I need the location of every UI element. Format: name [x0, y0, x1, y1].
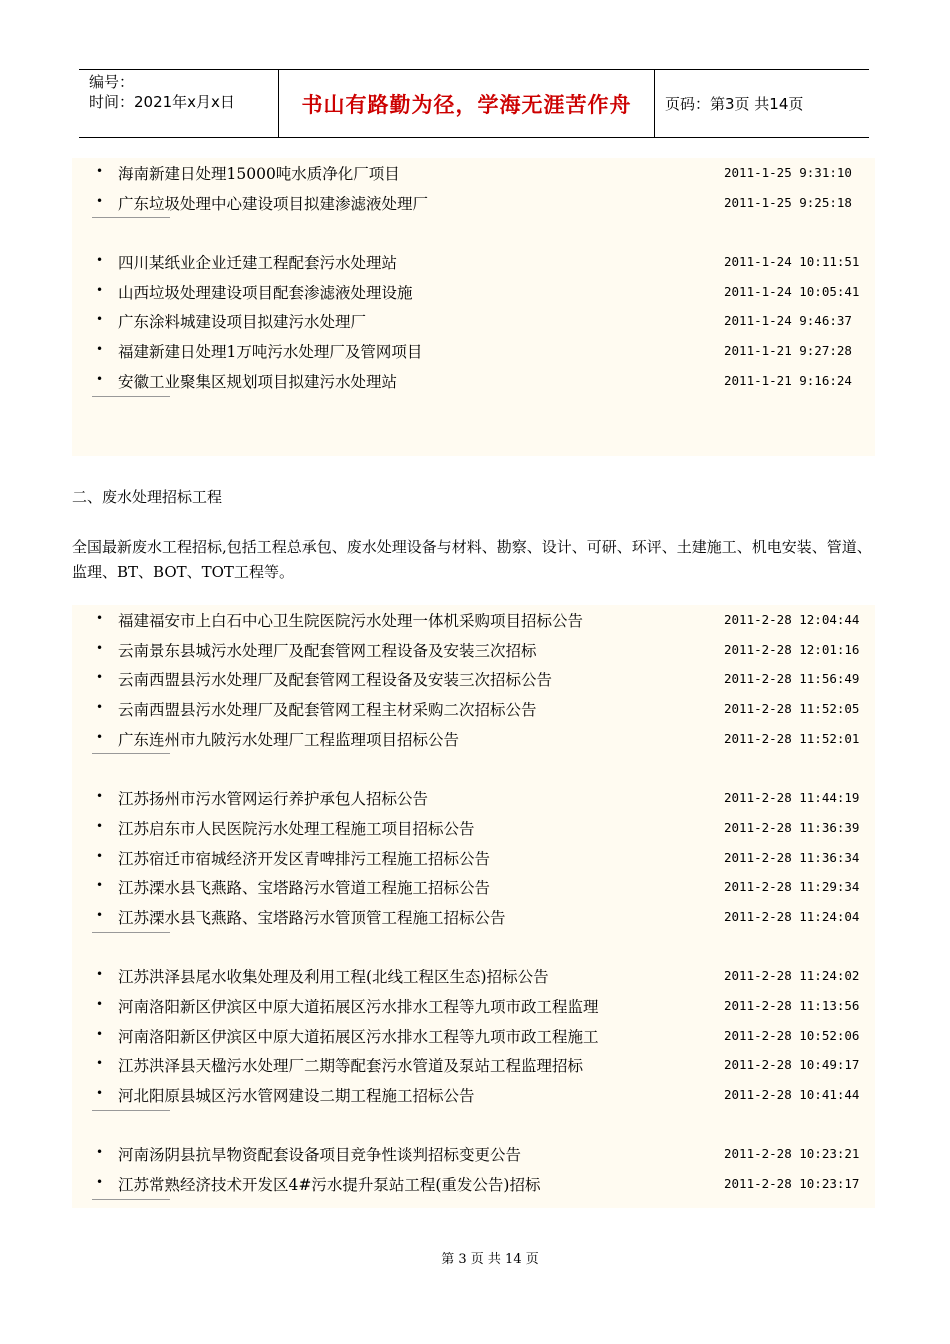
bullet-icon: •: [96, 1056, 104, 1071]
item-timestamp: 2011-1-21 9:27:28: [724, 343, 852, 359]
item-timestamp: 2011-1-25 9:25:18: [724, 194, 852, 210]
tender-list-box: [72, 605, 875, 1208]
bullet-icon: •: [96, 1145, 104, 1160]
list-item[interactable]: [88, 366, 875, 396]
item-timestamp: 2011-2-28 11:52:01: [724, 730, 860, 746]
list-item[interactable]: [88, 1080, 875, 1110]
item-timestamp: 2011-2-28 11:24:02: [724, 968, 860, 984]
bullet-icon: •: [96, 342, 104, 357]
item-timestamp: 2011-2-28 12:04:44: [724, 612, 860, 627]
list-item[interactable]: [88, 843, 875, 873]
item-title-link[interactable]: 江苏扬州市污水管网运行养护承包人招标公告: [118, 790, 429, 809]
list-item[interactable]: [88, 605, 875, 635]
item-title-link[interactable]: 江苏溧水县飞燕路、宝塔路污水管顶管工程施工招标公告: [118, 908, 506, 927]
bullet-icon: •: [96, 1086, 104, 1100]
item-title-link[interactable]: 山西垃圾处理建设项目配套渗滤液处理设施: [118, 283, 413, 302]
group-divider: [88, 1110, 875, 1140]
item-title-link[interactable]: 广东连州市九陂污水处理厂工程监理项目招标公告: [118, 730, 460, 749]
list-item[interactable]: [88, 724, 875, 754]
item-timestamp: 2011-2-28 11:52:05: [724, 701, 860, 717]
item-title-link[interactable]: 河北阳原县城区污水管网建设二期工程施工招标公告: [118, 1087, 475, 1105]
list-item[interactable]: [88, 902, 875, 932]
list-item[interactable]: [88, 1169, 875, 1199]
item-title-link[interactable]: 江苏溧水县飞燕路、宝塔路污水管道工程施工招标公告: [118, 879, 491, 898]
bullet-icon: •: [96, 253, 104, 268]
group-divider: [88, 753, 875, 783]
header-meta: [79, 70, 279, 137]
item-timestamp: 2011-2-28 12:01:16: [724, 641, 860, 657]
item-title-link[interactable]: 河南洛阳新区伊滨区中原大道拓展区污水排水工程等九项市政工程监理: [118, 997, 599, 1016]
item-title-link[interactable]: 广东垃圾处理中心建设项目拟建渗滤液处理厂: [118, 194, 429, 213]
item-title-link[interactable]: 江苏常熟经济技术开发区4#污水提升泵站工程(重发公告)招标: [118, 1176, 541, 1195]
list-item[interactable]: [88, 635, 875, 665]
bullet-icon: •: [96, 282, 104, 297]
item-timestamp: 2011-2-28 10:41:44: [724, 1087, 860, 1102]
list-item[interactable]: [88, 961, 875, 991]
bullet-icon: •: [96, 670, 104, 685]
item-timestamp: 2011-2-28 11:44:19: [724, 790, 860, 806]
bullet-icon: •: [96, 729, 104, 744]
item-title-link[interactable]: 河南汤阴县抗旱物资配套设备项目竞争性谈判招标变更公告: [118, 1146, 522, 1165]
item-title-link[interactable]: 四川某纸业企业迁建工程配套污水处理站: [118, 254, 398, 273]
item-title-link[interactable]: 福建新建日处理1万吨污水处理厂及管网项目: [118, 343, 423, 362]
item-title-link[interactable]: 河南洛阳新区伊滨区中原大道拓展区污水排水工程等九项市政工程施工: [118, 1027, 599, 1046]
group-divider: [88, 396, 875, 426]
item-timestamp: 2011-1-21 9:16:24: [724, 372, 852, 388]
item-title-link[interactable]: 安徽工业聚集区规划项目拟建污水处理站: [118, 372, 398, 391]
bullet-icon: •: [96, 789, 104, 804]
item-title-link[interactable]: 江苏洪泽县尾水收集处理及利用工程(北线工程区生态)招标公告: [118, 968, 549, 987]
item-title-link[interactable]: 福建福安市上白石中心卫生院医院污水处理一体机采购项目招标公告: [118, 612, 584, 630]
item-timestamp: 2011-2-28 11:24:04: [724, 908, 860, 924]
list-item[interactable]: [88, 872, 875, 902]
bullet-icon: •: [96, 907, 104, 922]
item-timestamp: 2011-2-28 10:49:17: [724, 1057, 860, 1073]
list-item[interactable]: [88, 694, 875, 724]
doc-number-label: 编号：: [89, 73, 135, 91]
item-timestamp: 2011-2-28 10:23:21: [724, 1146, 860, 1162]
item-timestamp: 2011-2-28 11:29:34: [724, 879, 860, 895]
item-timestamp: 2011-2-28 11:36:39: [724, 819, 860, 835]
item-title-link[interactable]: 广东涂料城建设项目拟建污水处理厂: [118, 313, 367, 332]
bullet-icon: •: [96, 967, 104, 982]
group-divider: [88, 932, 875, 962]
bullet-icon: •: [96, 640, 104, 655]
list-item[interactable]: [88, 664, 875, 694]
item-title-link[interactable]: 云南西盟县污水处理厂及配套管网工程设备及安装三次招标公告: [118, 671, 553, 690]
item-title-link[interactable]: 江苏洪泽县天楹污水处理厂二期等配套污水管道及泵站工程监理招标: [118, 1057, 584, 1076]
project-list: [88, 158, 875, 425]
header-slogan: 书山有路勤为径，学海无涯苦作舟: [279, 70, 655, 137]
item-timestamp: 2011-2-28 10:23:17: [724, 1176, 860, 1192]
group-divider: [88, 1199, 875, 1229]
bullet-icon: •: [96, 700, 104, 715]
list-item[interactable]: [88, 991, 875, 1021]
item-timestamp: 2011-2-28 11:56:49: [724, 671, 860, 687]
list-item[interactable]: [88, 188, 875, 218]
item-timestamp: 2011-1-24 10:11:51: [724, 254, 860, 270]
bullet-icon: •: [96, 848, 104, 863]
bullet-icon: •: [96, 1026, 104, 1041]
section-title: 二、废水处理招标工程: [72, 488, 223, 506]
list-item[interactable]: [88, 1021, 875, 1051]
bullet-icon: •: [96, 371, 104, 386]
bullet-icon: •: [96, 164, 104, 178]
list-item[interactable]: [88, 277, 875, 307]
list-item[interactable]: [88, 783, 875, 813]
section-intro: 全国最新废水工程招标,包括工程总承包、废水处理设备与材料、勘察、设计、可研、环评、土建施工、机电安装、管道、监理、BT、BOT、TOT工程等。: [72, 538, 872, 581]
bullet-icon: •: [96, 193, 104, 208]
list-item[interactable]: [88, 306, 875, 336]
list-item[interactable]: [88, 1139, 875, 1169]
list-item[interactable]: [88, 1050, 875, 1080]
page-footer: 第 3 页 共 14 页: [441, 1252, 539, 1267]
item-title-link[interactable]: 江苏宿迁市宿城经济开发区青啤排污工程施工招标公告: [118, 849, 491, 868]
item-title-link[interactable]: 海南新建日处理15000吨水质净化厂项目: [118, 165, 400, 183]
item-title-link[interactable]: 江苏启东市人民医院污水处理工程施工项目招标公告: [118, 819, 475, 838]
list-item[interactable]: [88, 336, 875, 366]
list-item[interactable]: [88, 158, 875, 188]
page-header: [79, 69, 869, 138]
project-list-box: [72, 158, 875, 456]
item-timestamp: 2011-2-28 10:52:06: [724, 1027, 860, 1043]
header-page-info: 页码：第3页 共14页: [665, 95, 804, 113]
item-timestamp: 2011-1-25 9:31:10: [724, 165, 852, 180]
bullet-icon: •: [96, 312, 104, 327]
item-timestamp: 2011-1-24 9:46:37: [724, 313, 852, 329]
tender-list: [88, 605, 875, 1228]
item-timestamp: 2011-2-28 11:36:34: [724, 849, 860, 865]
bullet-icon: •: [96, 1175, 104, 1190]
group-divider: [88, 217, 875, 247]
list-item[interactable]: [88, 813, 875, 843]
bullet-icon: •: [96, 818, 104, 833]
item-title-link[interactable]: 云南西盟县污水处理厂及配套管网工程主材采购二次招标公告: [118, 701, 537, 720]
item-timestamp: 2011-1-24 10:05:41: [724, 283, 860, 299]
bullet-icon: •: [96, 878, 104, 893]
item-timestamp: 2011-2-28 11:13:56: [724, 997, 860, 1013]
bullet-icon: •: [96, 611, 104, 625]
doc-time-label: 时间：2021年x月x日: [89, 93, 235, 111]
bullet-icon: •: [96, 996, 104, 1011]
list-item[interactable]: [88, 247, 875, 277]
item-title-link[interactable]: 云南景东县城污水处理厂及配套管网工程设备及安装三次招标: [118, 641, 537, 660]
